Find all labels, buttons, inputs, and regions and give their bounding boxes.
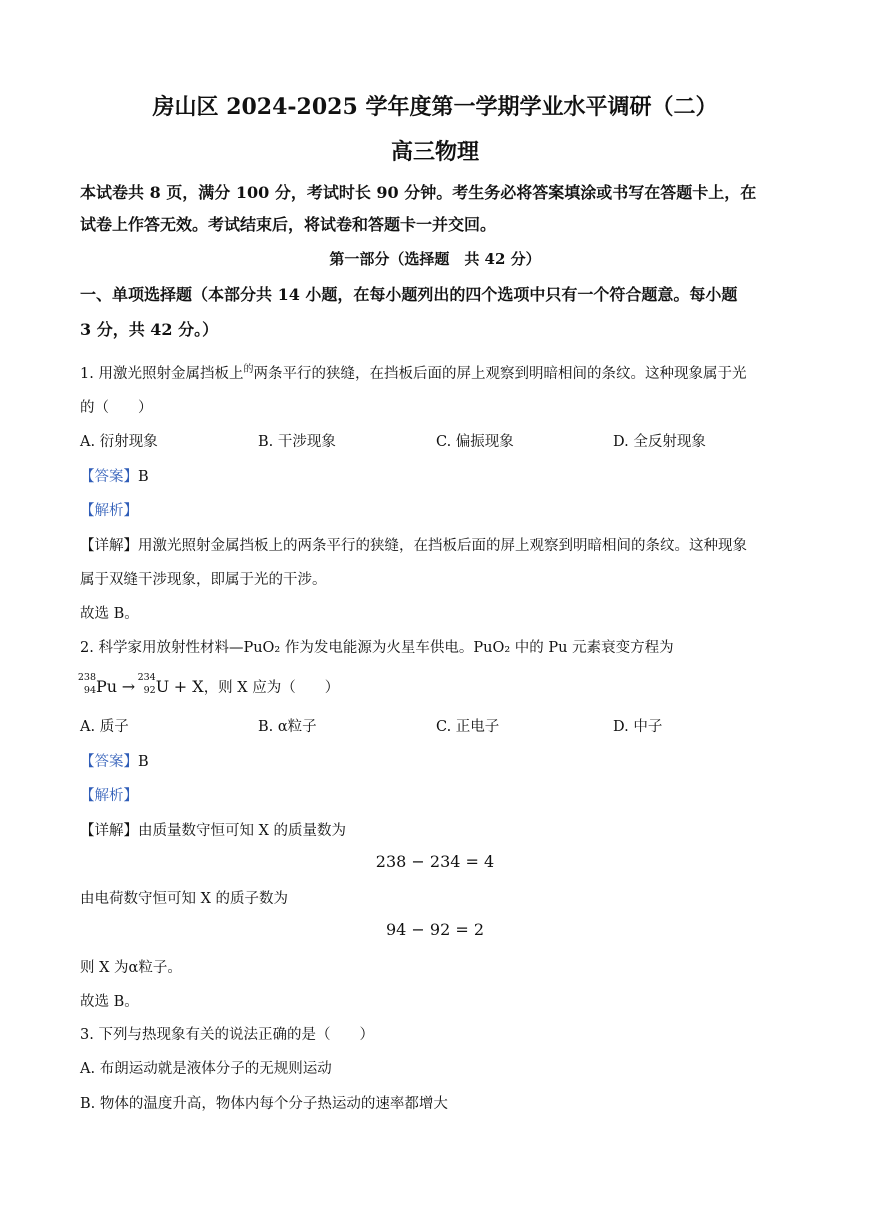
page-subtitle: 高三物理 <box>390 139 479 165</box>
q3-stem: 3. 下列与热现象有关的说法正确的是（ ） <box>80 1027 374 1043</box>
instructions-line-1: 本试卷共 8 页，满分 100 分，考试时长 90 分钟。考生务必将答案填涂或书写在答题卡上，在 <box>80 183 757 202</box>
u-symbol: U <box>155 677 170 696</box>
page-title: 房山区 2024-2025 学年度第一学期学业水平调研（二） <box>152 94 718 120</box>
reaction-arrow: → <box>121 677 136 696</box>
q1-option-b: B. 干涉现象 <box>258 434 336 450</box>
u-mass-number: 234 <box>137 672 156 683</box>
q2-answer-value: B <box>138 754 149 770</box>
q2-option-a: A. 质子 <box>80 719 129 735</box>
q1-conclusion: 故选 B。 <box>80 606 139 622</box>
q2-answer <box>80 750 149 771</box>
q2-equation-line <box>77 672 340 697</box>
q1-analysis-tag: 【解析】 <box>80 503 138 519</box>
pu-nuclide-indices <box>77 672 96 696</box>
q3-option-b: B. 物体的温度升高，物体内每个分子热运动的速率都增大 <box>80 1096 448 1112</box>
q1-detail-line-1 <box>80 534 747 555</box>
q1-answer-value: B <box>138 469 149 485</box>
pu-charge-number: 94 <box>83 685 96 696</box>
q1-detail-text: 用激光照射金属挡板上的两条平行的狭缝，在挡板后面的屏上观察到明暗相间的条纹。这种现象 <box>138 538 747 554</box>
q1-answer-tag: 【答案】 <box>80 469 138 485</box>
q2-conclusion: 故选 B。 <box>80 994 139 1010</box>
q2-detail-line-3: 则 X 为α粒子。 <box>80 960 182 976</box>
pu-symbol: Pu <box>96 677 118 696</box>
q3-option-a: A. 布朗运动就是液体分子的无规则运动 <box>80 1061 332 1077</box>
q2-stem-tail: ，则 X 应为（ ） <box>203 680 340 696</box>
q2-stem-line-1: 2. 科学家用放射性材料—PuO₂ 作为发电能源为火星车供电。PuO₂ 中的 Pu 元素衰变方程为 <box>80 640 674 656</box>
q1-answer <box>80 465 149 486</box>
q1-stem-sup: 的 <box>243 364 254 375</box>
q1-stem-line-2: 的（ ） <box>80 400 153 416</box>
q1-stem-b: 两条平行的狭缝，在挡板后面的屏上观察到明暗相间的条纹。这种现象属于光 <box>253 366 747 382</box>
q2-equation-2: 94 − 92 = 2 <box>385 920 485 939</box>
q2-detail-line-2: 由电荷数守恒可知 X 的质子数为 <box>80 891 289 907</box>
q2-option-d: D. 中子 <box>613 719 663 735</box>
q1-detail-tag: 【详解】 <box>80 538 138 554</box>
instructions-line-2: 试卷上作答无效。考试结束后，将试卷和答题卡一并交回。 <box>80 215 497 234</box>
q1-stem-line-1 <box>80 360 746 383</box>
q2-option-b: B. α粒子 <box>258 719 317 735</box>
part1-heading: 第一部分（选择题 共 42 分） <box>329 250 541 268</box>
q2-analysis-tag: 【解析】 <box>80 788 138 804</box>
q2-equation-1: 238 − 234 = 4 <box>375 852 495 871</box>
u-nuclide-indices <box>137 672 156 696</box>
q1-stem-a: 1. 用激光照射金属挡板上 <box>80 366 244 382</box>
q1-option-a: A. 衍射现象 <box>80 434 158 450</box>
equation-rest: + X <box>173 677 204 696</box>
q2-detail-tag: 【详解】 <box>80 823 138 839</box>
pu-mass-number: 238 <box>77 672 96 683</box>
section-heading-line-2: 3 分，共 42 分。） <box>80 320 219 339</box>
u-charge-number: 92 <box>143 685 156 696</box>
q2-detail-text: 由质量数守恒可知 X 的质量数为 <box>138 823 347 839</box>
section-heading-line-1: 一、单项选择题（本部分共 14 小题，在每小题列出的四个选项中只有一个符合题意。每小题 <box>80 285 738 304</box>
q2-detail-line-1 <box>80 819 346 840</box>
q1-detail-line-2: 属于双缝干涉现象，即属于光的干涉。 <box>80 572 327 588</box>
q2-option-c: C. 正电子 <box>436 719 500 735</box>
q1-option-c: C. 偏振现象 <box>436 434 514 450</box>
q2-answer-tag: 【答案】 <box>80 754 138 770</box>
q1-option-d: D. 全反射现象 <box>613 434 706 450</box>
